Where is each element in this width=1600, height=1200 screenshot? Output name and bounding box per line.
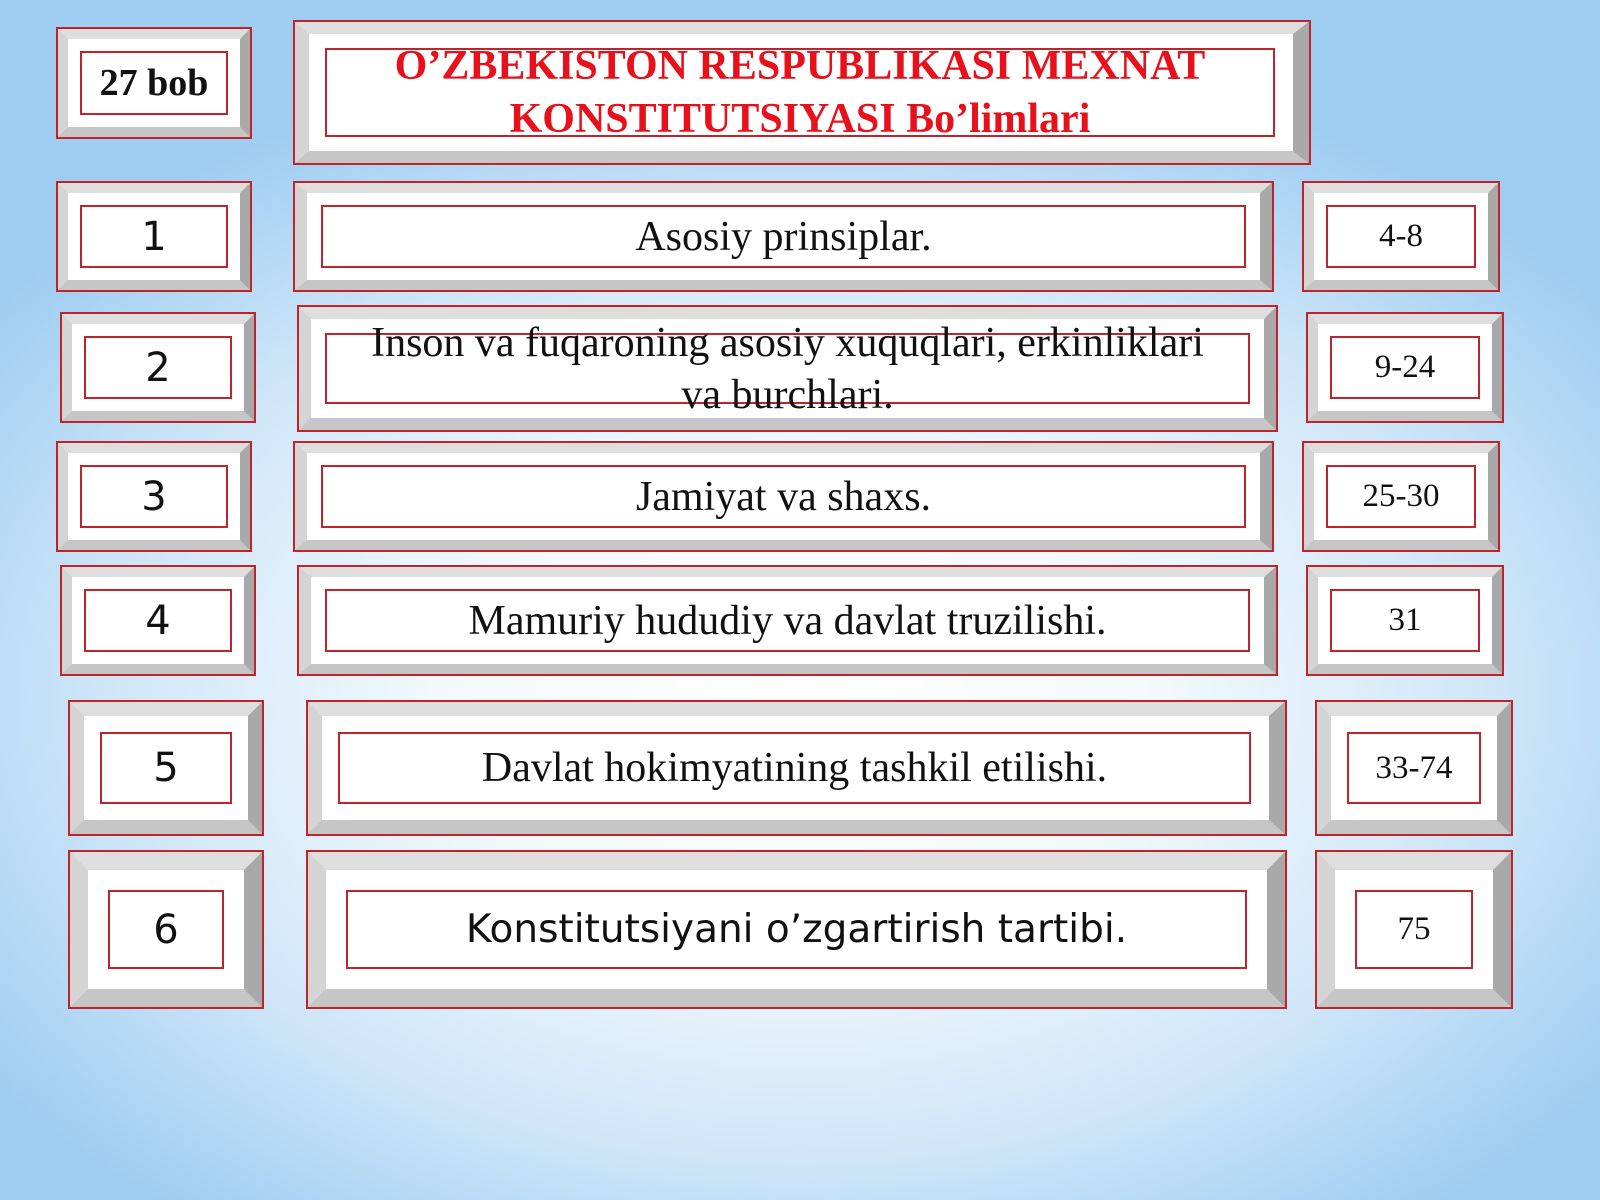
section-title: Konstitutsiyani o’zgartirish tartibi. [346,890,1247,969]
section-articles-box [1306,312,1504,423]
title-box [293,20,1311,165]
section-title: Asosiy prinsiplar. [321,205,1246,268]
section-articles-box [1302,441,1500,552]
section-number: 5 [100,732,232,804]
chapter-count-label: 27 bob [80,51,228,115]
chapter-count-box [56,27,252,139]
section-number: 3 [80,465,228,528]
section-number-box [68,700,264,836]
section-articles: 33-74 [1347,732,1481,804]
page-title [325,42,1275,142]
section-number-box [68,850,264,1009]
page-title-line-2: KONSTITUTSIYASI Bo’limlari [509,95,1091,142]
section-title-box [297,305,1278,432]
section-number-box [56,441,252,552]
section-articles: 31 [1330,589,1480,652]
section-number: 1 [80,205,228,268]
section-title: Inson va fuqaroning asosiy xuquqlari, erkinliklari va burchlari. [325,333,1250,404]
section-title-box [306,700,1287,836]
section-title: Davlat hokimyatining tashkil etilishi. [338,732,1251,804]
section-title-box [293,441,1274,552]
section-number: 4 [84,589,232,652]
section-number: 2 [84,336,232,399]
section-articles-box [1302,181,1500,292]
section-number: 6 [108,890,224,969]
section-title: Mamuriy hududiy va davlat truzilishi. [325,589,1250,652]
section-articles-box [1306,565,1504,676]
section-articles-box [1315,850,1513,1009]
section-articles: 4-8 [1326,205,1476,268]
section-articles: 9-24 [1330,336,1480,399]
section-number-box [60,312,256,423]
section-title: Jamiyat va shaxs. [321,465,1246,528]
section-articles: 25-30 [1326,465,1476,528]
section-number-box [60,565,256,676]
section-title-box [293,181,1274,292]
section-articles: 75 [1355,890,1473,969]
section-title-box [297,565,1278,676]
section-title-box [306,850,1287,1009]
section-articles-box [1315,700,1513,836]
page-title-line-1: O’ZBEKISTON RESPUBLIKASI MEXNAT [394,42,1206,89]
section-number-box [56,181,252,292]
